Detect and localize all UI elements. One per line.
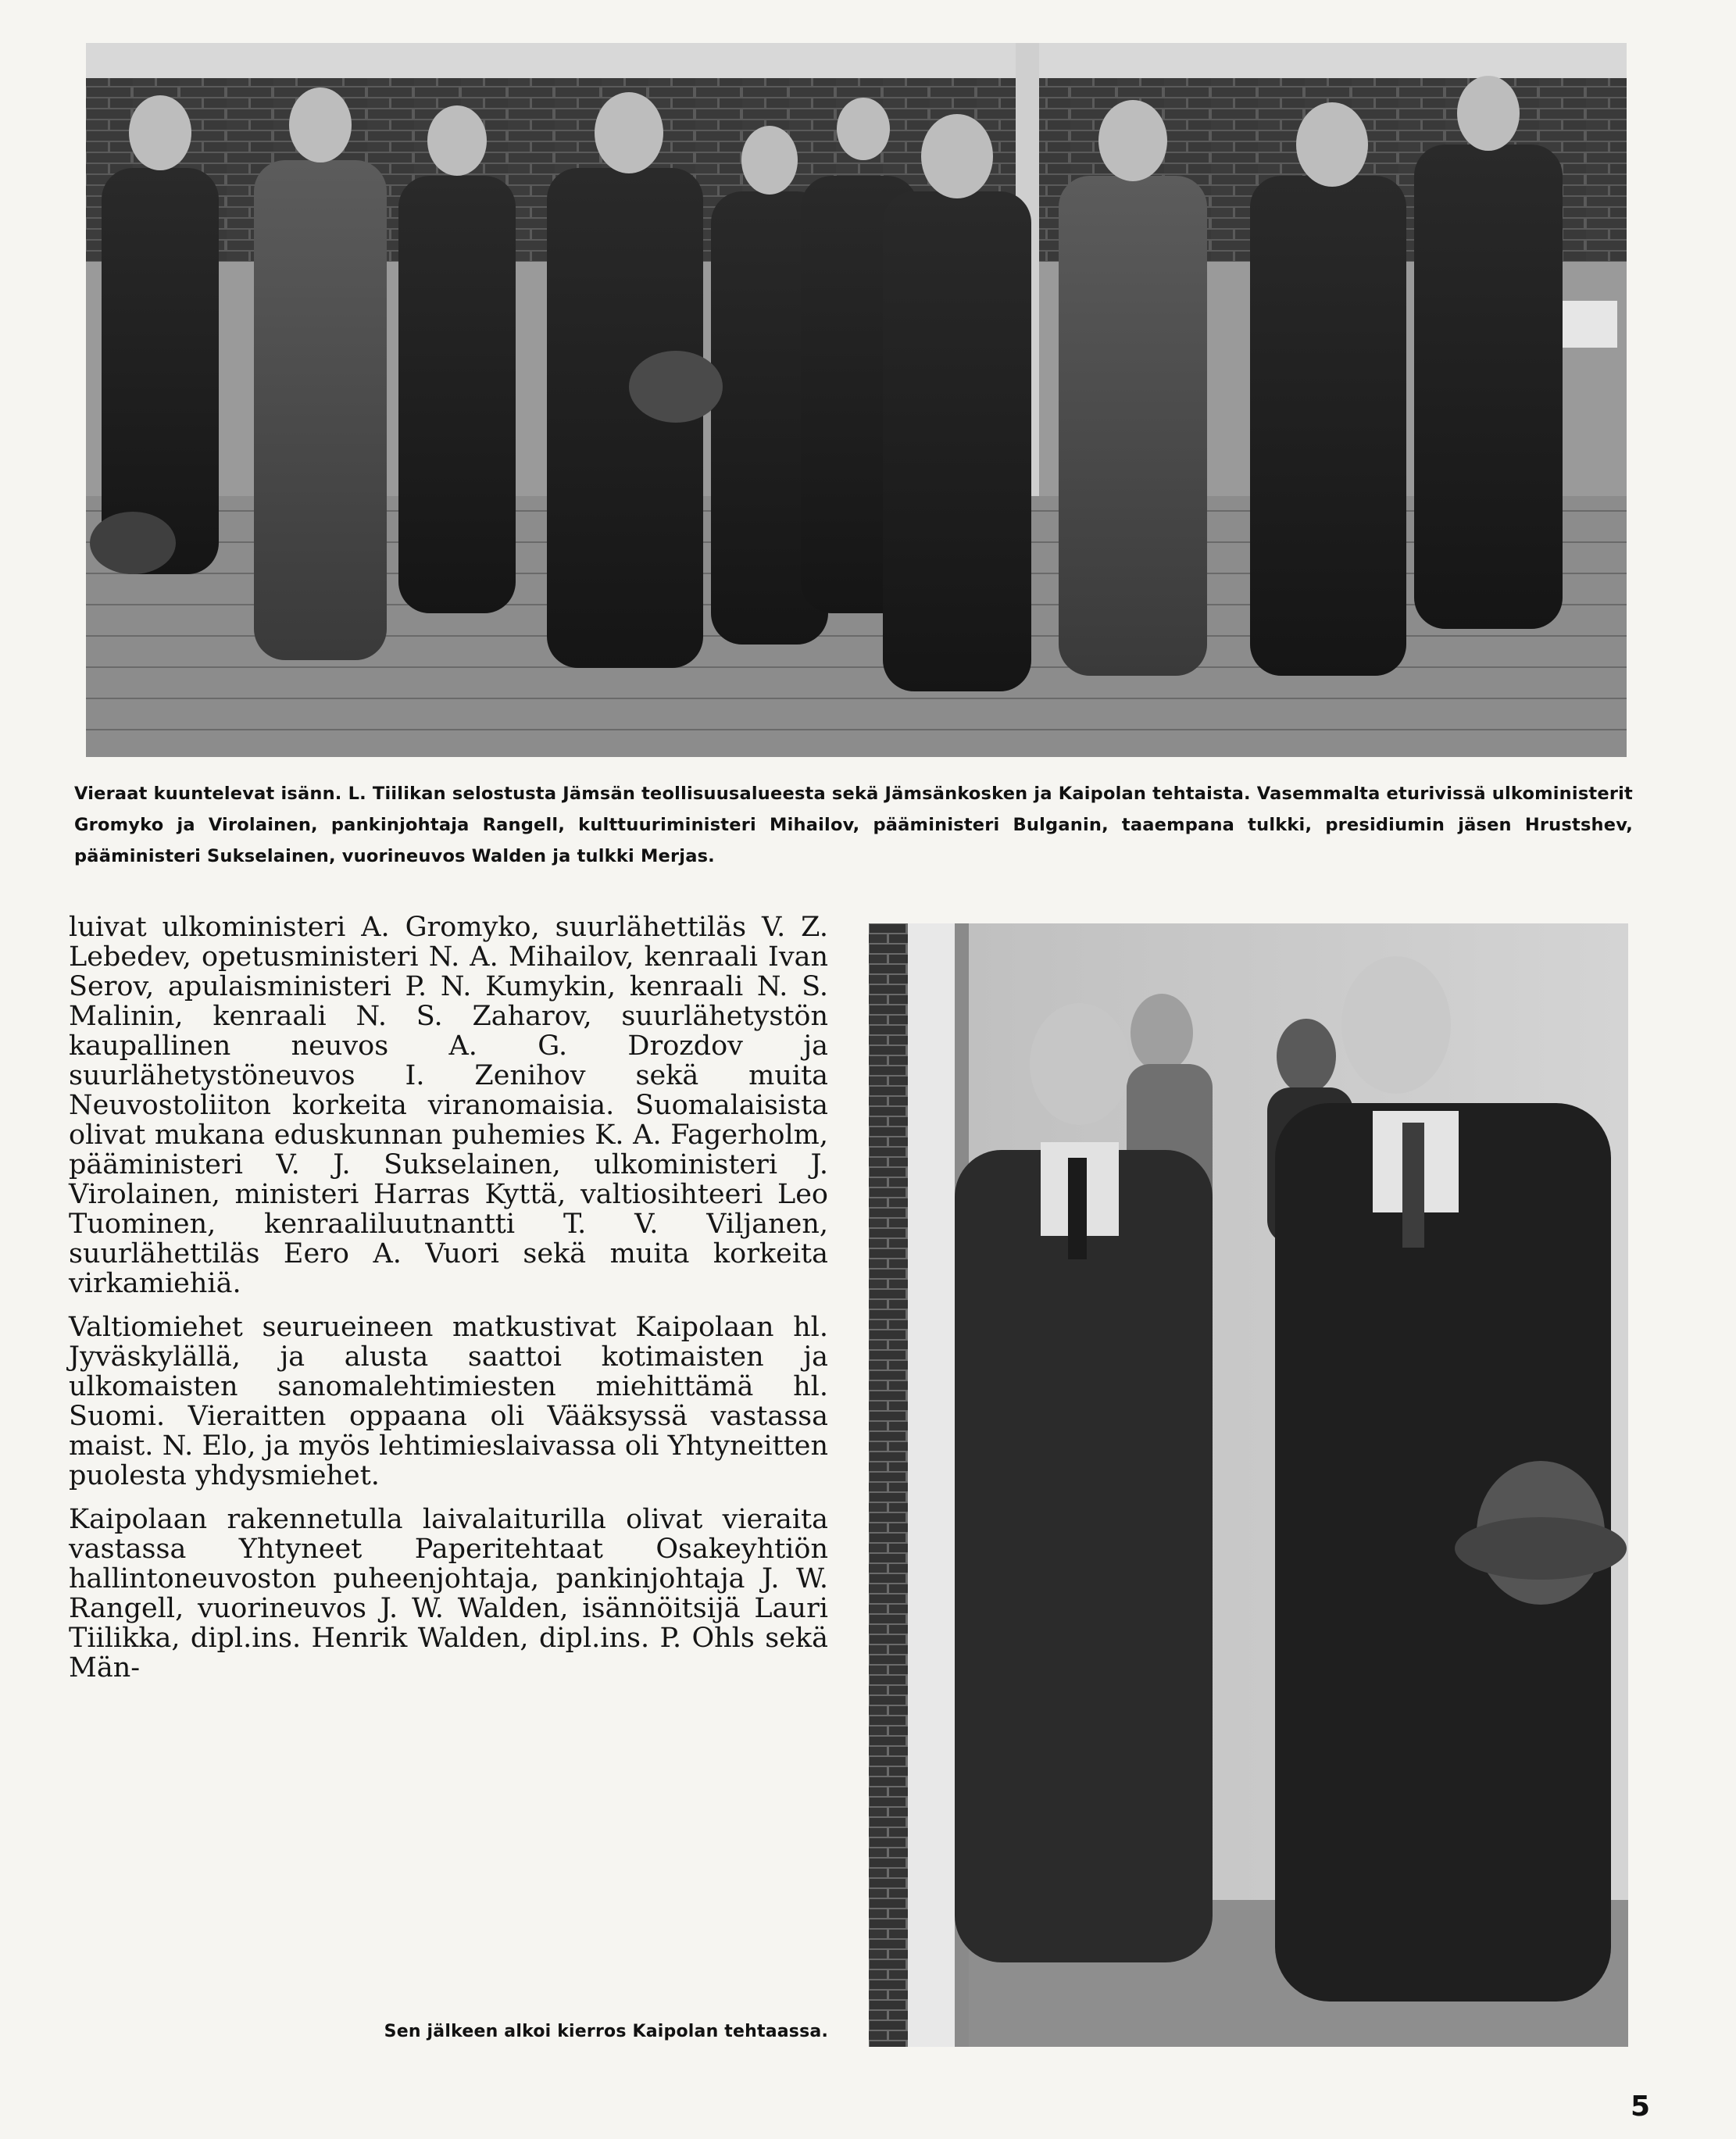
page-number: 5 — [1630, 2091, 1650, 2123]
group-photo-image — [86, 43, 1627, 757]
body-paragraph-3: Kaipolaan rakennetulla laivalaiturilla olivat vieraita vastassa Yhtyneet Paperitehtaat Osakeyhtiön hallintoneuvoston puheenjohtaja, pankinjohtaja J. W. Rangell, vuorineuvos J. W. Walden, isännöitsijä Lauri Tiilikka, dipl.ins. Henrik Walden, dipl.ins. P. Ohls sekä Män- — [69, 1504, 828, 1684]
body-paragraph-2: Valtiomiehet seurueineen matkustivat Kaipolaan hl. Jyväskylällä, ja alusta saattoi kotimaisten ja ulkomaisten sanomalehtimiesten miehittämä hl. Suomi. Vieraitten oppaana oli Vääksyssä vastassa maist. N. Elo, ja myös lehtimieslaivassa oli Yhtyneitten puolesta yhdysmiehet. — [69, 1312, 828, 1491]
article-body — [69, 912, 828, 1697]
top-photograph — [86, 43, 1627, 757]
body-paragraph-1: luivat ulkoministeri A. Gromyko, suurlähettiläs V. Z. Lebedev, opetusministeri N. A. Mihailov, kenraali Ivan Serov, apulaisministeri P. N. Kumykin, kenraali N. S. Malinin, kenraali N. S. Zaharov, suurlähetystön kaupallinen neuvos A. G. Drozdov ja suurlähetystöneuvos I. Zenihov sekä muita Neuvostoliiton korkeita viranomaisia. Suomalaisista olivat mukana eduskunnan puhemies K. A. Fagerholm, pääministeri V. J. Sukselainen, ulkoministeri J. Virolainen, ministeri Harras Kyttä, valtiosihteeri Leo Tuominen, kenraaliluutnantti T. V. Viljanen, suurlähettiläs Eero A. Vuori sekä muita korkeita virkamiehiä. — [69, 912, 828, 1299]
top-photo-caption: Vieraat kuuntelevat isänn. L. Tiilikan selostusta Jämsän teollisuusalueesta sekä Jämsänkosken ja Kaipolan tehtaista. Vasemmalta eturivissä ulkoministerit Gromyko ja Virolainen, pankinjohtaja Rangell, kulttuuriministeri Mihailov, pääministeri Bulganin, taaempana tulkki, presidiumin jäsen Hrustshev, pääministeri Sukselainen, vuorineuvos Walden ja tulkki Merjas. — [74, 784, 1633, 866]
bottom-photo-caption: Sen jälkeen alkoi kierros Kaipolan tehtaassa. — [384, 2022, 828, 2041]
doorway-photo-image — [869, 923, 1628, 2047]
right-photograph — [869, 923, 1628, 2047]
